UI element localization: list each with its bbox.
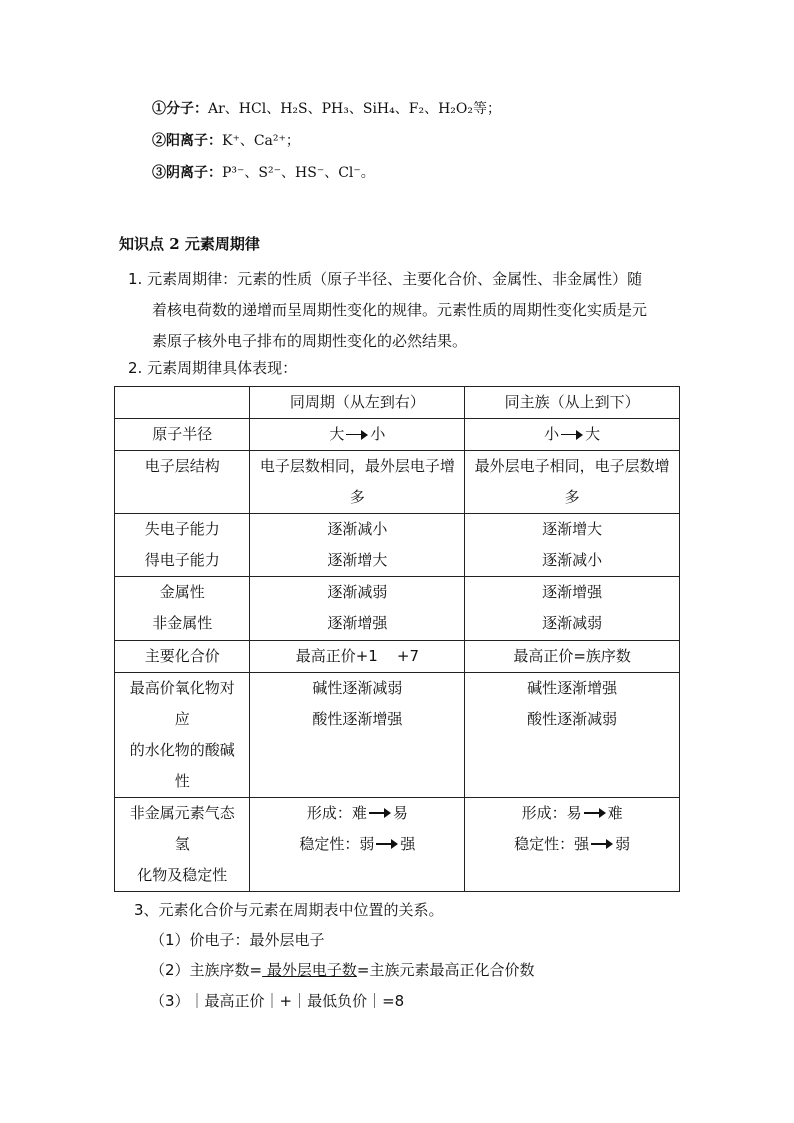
sub-point-3: （3）｜最高正价｜+｜最低负价｜=8 bbox=[150, 992, 405, 1010]
header-period: 同周期（从左到右） bbox=[250, 387, 465, 419]
row-valence bbox=[115, 640, 680, 672]
hydride-label bbox=[115, 797, 250, 891]
radius-period-to: 小 bbox=[370, 425, 386, 444]
shell-period-l1: 电子层数相同，最外层电子增 bbox=[259, 457, 455, 476]
metal-period-l2: 逐渐增强 bbox=[327, 614, 388, 633]
oxide-label-l2: 应 bbox=[174, 709, 190, 728]
metal-group-l1: 逐渐增强 bbox=[542, 583, 603, 602]
hydride-label-l3: 化物及稳定性 bbox=[137, 865, 228, 884]
row-metal bbox=[115, 577, 680, 640]
radius-label: 原子半径 bbox=[115, 419, 250, 451]
oxide-period bbox=[250, 672, 465, 797]
arrow-icon bbox=[561, 430, 583, 440]
anion-line bbox=[152, 162, 375, 182]
row-hydride bbox=[115, 797, 680, 891]
sub-point-1: （1）价电子：最外层电子 bbox=[150, 931, 325, 949]
oxide-label-l4: 性 bbox=[174, 771, 190, 790]
electron-label-l2: 得电子能力 bbox=[144, 551, 220, 570]
molecule-text: Ar、HCl、H₂S、PH₃、SiH₄、F₂、H₂O₂等； bbox=[208, 101, 501, 117]
radius-period bbox=[250, 419, 465, 451]
cation-line bbox=[152, 130, 300, 150]
oxide-label-l1: 最高价氧化物对 bbox=[129, 678, 235, 697]
arrow-icon bbox=[346, 430, 368, 440]
electron-period-l2: 逐渐增大 bbox=[327, 551, 388, 570]
hydride-period-form-to: 易 bbox=[392, 803, 408, 822]
sub-point-2-b: =主族元素最高正化合价数 bbox=[356, 961, 535, 979]
oxide-period-l1: 碱性逐渐减弱 bbox=[312, 678, 403, 697]
hydride-group-form bbox=[469, 798, 675, 829]
valence-group: 最高正价=族序数 bbox=[465, 640, 680, 672]
arrow-icon bbox=[591, 839, 613, 849]
shell-group bbox=[465, 451, 680, 514]
point-3: 3、元素化合价与元素在周期表中位置的关系。 bbox=[134, 901, 444, 919]
arrow-icon bbox=[369, 808, 391, 818]
sub-point-2-a: （2）主族序数= bbox=[150, 961, 263, 979]
metal-period-l1: 逐渐减弱 bbox=[327, 583, 388, 602]
row-oxide bbox=[115, 672, 680, 797]
electron-group-l2: 逐渐减小 bbox=[542, 551, 603, 570]
metal-group bbox=[465, 577, 680, 640]
electron-period-l1: 逐渐减小 bbox=[327, 520, 388, 539]
hydride-group-stab-from: 稳定性：强 bbox=[514, 834, 590, 853]
hydride-period-form-from: 形成：难 bbox=[306, 803, 367, 822]
molecule-line bbox=[152, 98, 501, 118]
row-shell bbox=[115, 451, 680, 514]
radius-group-from: 小 bbox=[544, 425, 560, 444]
arrow-icon bbox=[376, 839, 398, 849]
hydride-period-form bbox=[254, 798, 460, 829]
sub-point-2 bbox=[150, 955, 534, 986]
arrow-icon bbox=[584, 808, 606, 818]
hydride-group-form-to: 难 bbox=[607, 803, 623, 822]
hydride-period-stab-from: 稳定性：弱 bbox=[299, 834, 375, 853]
shell-period-l2: 多 bbox=[349, 488, 365, 507]
electron-label-l1: 失电子能力 bbox=[144, 520, 220, 539]
electron-period bbox=[250, 514, 465, 577]
header-group: 同主族（从上到下） bbox=[465, 387, 680, 419]
hydride-label-l1: 非金属元素气态 bbox=[129, 803, 235, 822]
cation-text: K⁺、Ca²⁺； bbox=[222, 133, 300, 149]
header-blank bbox=[115, 387, 250, 419]
hydride-group-stab bbox=[469, 829, 675, 860]
electron-group-l1: 逐渐增大 bbox=[542, 520, 603, 539]
valence-period: 最高正价+1 +7 bbox=[250, 640, 465, 672]
anion-label: ③阴离子： bbox=[152, 165, 222, 181]
row-electron bbox=[115, 514, 680, 577]
shell-group-l1: 最外层电子相同，电子层数增 bbox=[474, 457, 670, 476]
hydride-period-stab-to: 强 bbox=[400, 834, 416, 853]
valence-label: 主要化合价 bbox=[115, 640, 250, 672]
anion-text: P³⁻、S²⁻、HS⁻、Cl⁻。 bbox=[222, 165, 375, 181]
point-2: 2. 元素周期律具体表现： bbox=[128, 359, 298, 377]
hydride-period bbox=[250, 797, 465, 891]
periodic-law-table bbox=[114, 386, 680, 892]
hydride-group-form-from: 形成：易 bbox=[521, 803, 582, 822]
radius-group bbox=[465, 419, 680, 451]
metal-group-l2: 逐渐减弱 bbox=[542, 614, 603, 633]
metal-label-l2: 非金属性 bbox=[152, 614, 213, 633]
shell-period bbox=[250, 451, 465, 514]
oxide-group bbox=[465, 672, 680, 797]
row-radius bbox=[115, 419, 680, 451]
metal-label bbox=[115, 577, 250, 640]
cation-label: ②阳离子： bbox=[152, 133, 222, 149]
point-1-line-3: 素原子核外电子排布的周期性变化的必然结果。 bbox=[152, 332, 468, 350]
point-1-line-2: 着核电荷数的递增而呈周期性变化的规律。元素性质的周期性变化实质是元 bbox=[152, 301, 648, 319]
metal-label-l1: 金属性 bbox=[159, 583, 205, 602]
molecule-label: ①分子： bbox=[152, 101, 208, 117]
shell-label: 电子层结构 bbox=[115, 451, 250, 514]
oxide-period-l2: 酸性逐渐增强 bbox=[312, 709, 403, 728]
oxide-group-l1: 碱性逐渐增强 bbox=[527, 678, 618, 697]
section-title: 知识点 2 元素周期律 bbox=[119, 235, 260, 253]
electron-group bbox=[465, 514, 680, 577]
hydride-group-stab-to: 弱 bbox=[615, 834, 631, 853]
hydride-period-stab bbox=[254, 829, 460, 860]
radius-group-to: 大 bbox=[585, 425, 601, 444]
shell-group-l2: 多 bbox=[564, 488, 580, 507]
radius-period-from: 大 bbox=[329, 425, 345, 444]
sub-point-2-underlined: 最外层电子数 bbox=[262, 961, 357, 979]
point-1-line-1: 1. 元素周期律：元素的性质（原子半径、主要化合价、金属性、非金属性）随 bbox=[128, 270, 643, 288]
oxide-group-l2: 酸性逐渐减弱 bbox=[527, 709, 618, 728]
hydride-label-l2: 氢 bbox=[174, 834, 190, 853]
oxide-label bbox=[115, 672, 250, 797]
oxide-label-l3: 的水化物的酸碱 bbox=[129, 740, 235, 759]
table-header-row bbox=[115, 387, 680, 419]
hydride-group bbox=[465, 797, 680, 891]
metal-period bbox=[250, 577, 465, 640]
electron-label bbox=[115, 514, 250, 577]
